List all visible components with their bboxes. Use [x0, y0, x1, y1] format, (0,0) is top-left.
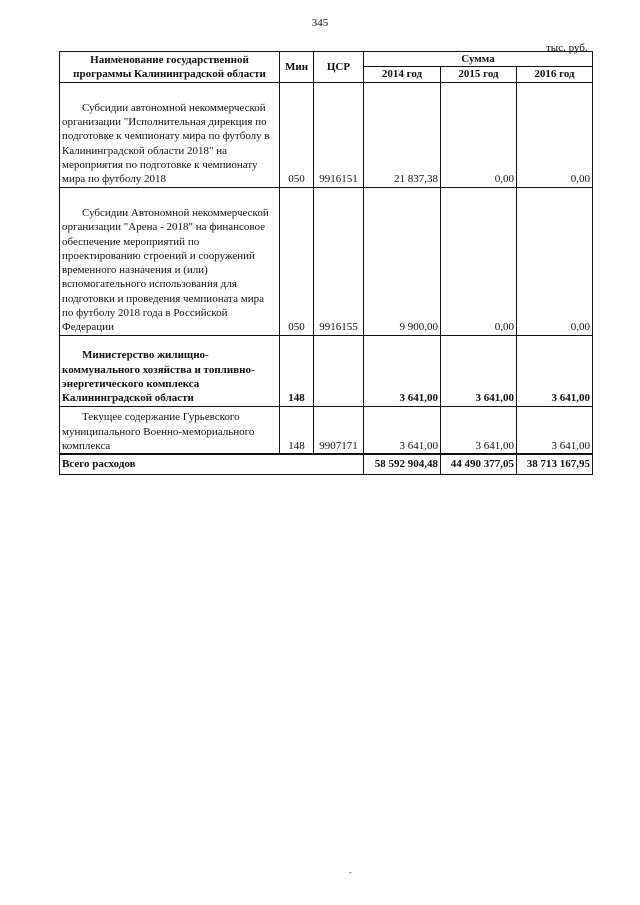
total-label: Всего расходов	[60, 454, 364, 474]
row-2015: 3 641,00	[441, 335, 517, 406]
row-2014: 9 900,00	[364, 187, 441, 335]
footer-mark: -	[349, 868, 352, 877]
row-2016: 3 641,00	[517, 335, 593, 406]
total-2014: 58 592 904,48	[364, 454, 441, 474]
row-min: 148	[280, 406, 314, 454]
row-min: 050	[280, 82, 314, 187]
row-2014: 21 837,38	[364, 82, 441, 187]
row-csr: 9907171	[314, 406, 364, 454]
header-csr: ЦСР	[314, 52, 364, 83]
row-min: 148	[280, 335, 314, 406]
budget-table	[59, 51, 593, 475]
table-row	[60, 406, 593, 454]
total-2016: 38 713 167,95	[517, 454, 593, 474]
row-2015: 0,00	[441, 82, 517, 187]
total-2015: 44 490 377,05	[441, 454, 517, 474]
row-2016: 3 641,00	[517, 406, 593, 454]
row-2014: 3 641,00	[364, 406, 441, 454]
header-row-1	[60, 52, 593, 67]
row-name: Текущее содержание Гурьевского муниципального Военно-мемориального комплекса	[60, 406, 280, 454]
header-2014: 2014 год	[364, 67, 441, 82]
row-name: Субсидии автономной некоммерческой организации "Исполнительная дирекция по подготовке к чемпионату мира по футболу в Калининградской области 2018" на мероприятия по подготовке к чемпионату мира по футболу 2018	[60, 82, 280, 187]
row-name: Субсидии Автономной некоммерческой организации "Арена - 2018" на финансовое обеспечение мероприятий по проектированию строений и сооружений временного назначения и (или) вспомогательного использования для подготовки и проведения чемпионата мира по футболу 2018 года в Российской Федерации	[60, 187, 280, 335]
unit-label: тыс. руб.	[546, 42, 588, 54]
header-min: Мин	[280, 52, 314, 83]
row-csr: 9916155	[314, 187, 364, 335]
row-csr: 9916151	[314, 82, 364, 187]
header-2016: 2016 год	[517, 67, 593, 82]
row-2016: 0,00	[517, 187, 593, 335]
row-csr	[314, 335, 364, 406]
row-2015: 3 641,00	[441, 406, 517, 454]
row-min: 050	[280, 187, 314, 335]
row-2015: 0,00	[441, 187, 517, 335]
row-2016: 0,00	[517, 82, 593, 187]
row-name: Министерство жилищно-коммунального хозяйства и топливно-энергетического комплекса Калининградской области	[60, 335, 280, 406]
table-row	[60, 187, 593, 335]
header-2015: 2015 год	[441, 67, 517, 82]
header-sum: Сумма	[364, 52, 593, 67]
total-row	[60, 454, 593, 474]
table-row	[60, 335, 593, 406]
row-2014: 3 641,00	[364, 335, 441, 406]
table-row	[60, 82, 593, 187]
page-number: 345	[311, 17, 329, 29]
header-name: Наименование государственной программы Калининградской области	[60, 52, 280, 83]
